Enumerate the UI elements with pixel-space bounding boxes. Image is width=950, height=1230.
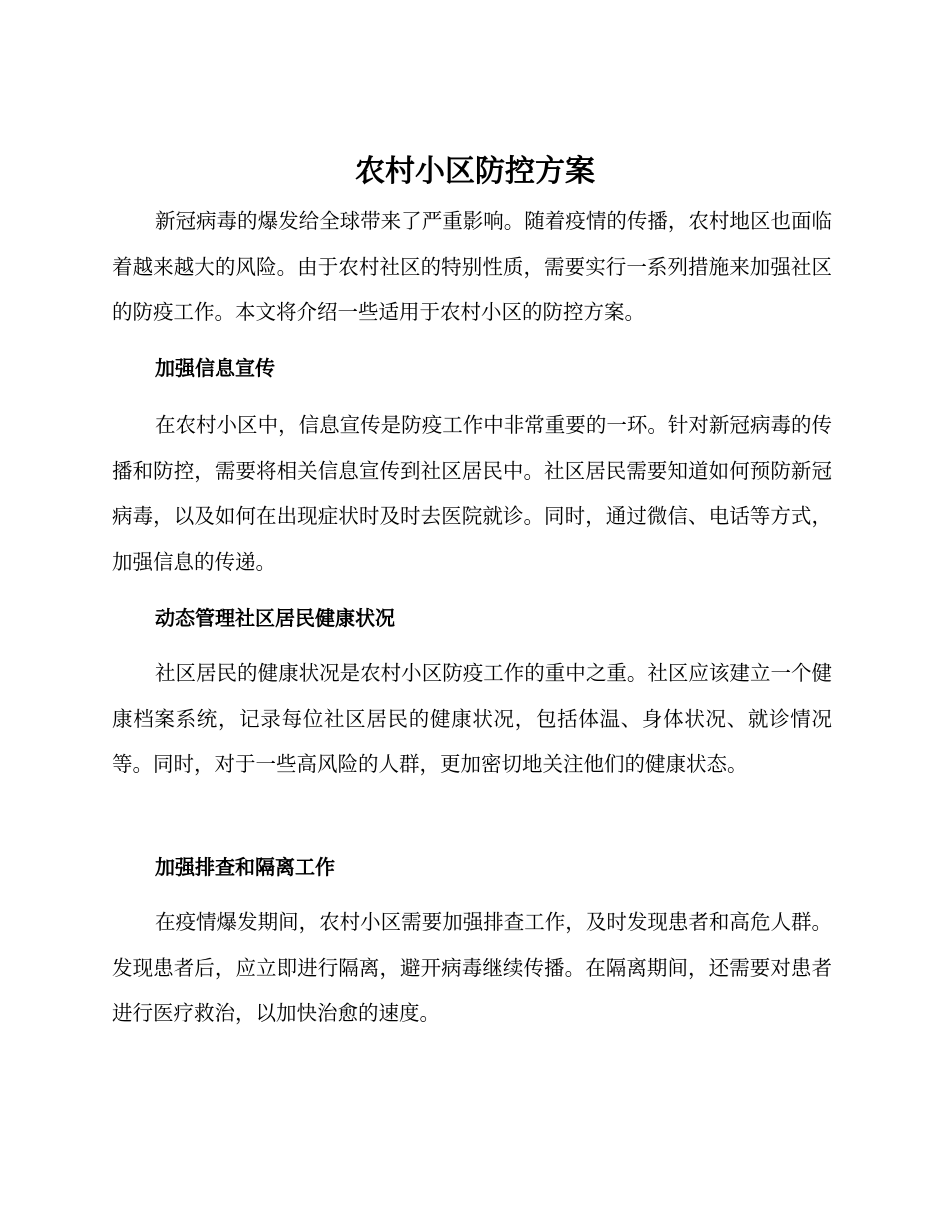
section-heading-health-management: 动态管理社区居民健康状况 bbox=[155, 606, 395, 630]
document-title: 农村小区防控方案 bbox=[355, 154, 595, 189]
section-heading-info-publicity: 加强信息宣传 bbox=[155, 356, 275, 380]
intro-paragraph: 新冠病毒的爆发给全球带来了严重影响。随着疫情的传播，农村地区也面临着越来越大的风险。由于农村社区的特别性质，需要实行一系列措施来加强社区的防疫工作。本文将介绍一些适用于农村小区的防控方案。 bbox=[112, 209, 832, 324]
section-body-info-publicity: 在农村小区中，信息宣传是防疫工作中非常重要的一环。针对新冠病毒的传播和防控，需要将相关信息宣传到社区居民中。社区居民需要知道如何预防新冠病毒，以及如何在出现症状时及时去医院就诊。同时，通过微信、电话等方式，加强信息的传递。 bbox=[112, 413, 832, 574]
section-heading-screening-isolation: 加强排查和隔离工作 bbox=[155, 855, 335, 879]
section-body-screening-isolation: 在疫情爆发期间，农村小区需要加强排查工作，及时发现患者和高危人群。发现患者后，应立即进行隔离，避开病毒继续传播。在隔离期间，还需要对患者进行医疗救治，以加快治愈的速度。 bbox=[112, 910, 832, 1025]
section-body-health-management: 社区居民的健康状况是农村小区防疫工作的重中之重。社区应该建立一个健康档案系统，记录每位社区居民的健康状况，包括体温、身体状况、就诊情况等。同时，对于一些高风险的人群，更加密切地关注他们的健康状态。 bbox=[112, 661, 832, 776]
